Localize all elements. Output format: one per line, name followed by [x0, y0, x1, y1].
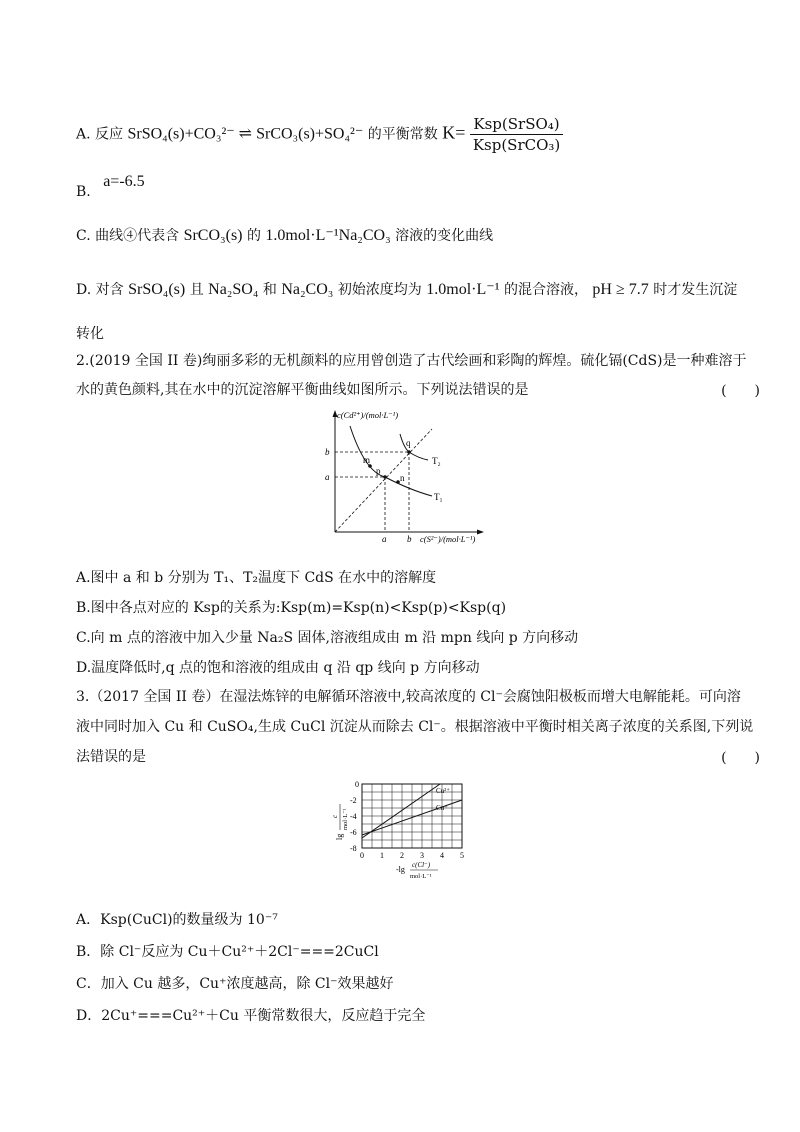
q1-option-c	[76, 226, 493, 246]
q2-option-b: B.图中各点对应的 Ksp的关系为:Ksp(m)=Ksp(n)<Ksp(p)<Ksp(q)	[76, 600, 507, 616]
option-text: 时才发生沉淀	[653, 282, 738, 298]
species: SrCO₃(s)	[183, 227, 243, 244]
y-axis-label: c(Cd²⁺)/(mol·L⁻¹)	[337, 410, 399, 420]
point-q-dot	[407, 450, 411, 454]
x-tick-1: 1	[380, 851, 384, 860]
q1-option-a	[76, 114, 563, 155]
label-point-m: m	[363, 455, 371, 465]
q3-stem-line-1: 3.（2017 全国 II 卷）在湿法炼锌的电解循环溶液中,较高浓度的 Cl⁻会腐蚀阳极板而增大电解能耗。可向溶	[76, 689, 741, 705]
k-label: K=	[442, 122, 466, 143]
option-text: 反应	[95, 126, 124, 143]
option-text: a=-6.5	[103, 173, 145, 190]
q2-option-a: A.图中 a 和 b 分别为 T₁、T₂温度下 CdS 在水中的溶解度	[76, 570, 437, 586]
species: Na₂SO₄	[208, 281, 259, 298]
y-tick-minus6: -6	[350, 828, 357, 837]
line-cuplus-label: Cu⁺	[436, 804, 448, 812]
y-tick-minus2: -2	[350, 796, 357, 805]
x-tick-3: 3	[420, 851, 424, 860]
species: Na₂CO₃	[281, 281, 334, 298]
y-tick-minus8: -8	[350, 844, 357, 853]
concentration: 1.0mol·L⁻¹Na₂CO₃	[265, 227, 391, 244]
label-point-p: p	[376, 466, 381, 476]
q2-answer-paren: ( )	[721, 383, 760, 399]
concentration: 1.0mol·L⁻¹	[426, 281, 500, 298]
option-letter: A.	[76, 126, 91, 143]
q3-stem-line-3: 法错误的是	[76, 749, 146, 765]
label-point-n: n	[400, 473, 405, 483]
option-text: 溶液的变化曲线	[395, 228, 494, 244]
x-label-top: c(Cl⁻)	[412, 861, 431, 869]
ph-condition: pH ≥ 7.7	[592, 281, 649, 298]
diagonal-dashed-line	[335, 429, 432, 532]
y-label-bottom: mol·L⁻¹	[342, 808, 349, 830]
tick-b-y: b	[325, 447, 330, 457]
x-axis-label: c(S²⁻)/(mol·L⁻¹)	[420, 534, 476, 544]
x-tick-4: 4	[440, 851, 444, 860]
q3-figure	[328, 774, 480, 884]
q3-option-a: A．Ksp(CuCl)的数量级为 10⁻⁷	[76, 912, 278, 928]
label-curve-t1: T₁	[434, 492, 443, 502]
q1-option-b	[76, 172, 145, 200]
option-text: 对含	[95, 282, 124, 298]
q1-option-d	[76, 280, 737, 300]
q2-stem-line-1: 2.(2019 全国 II 卷)绚丽多彩的无机颜料的应用曾创造了古代绘画和彩陶的辉煌。硫化镉(CdS)是一种难溶于	[76, 353, 747, 369]
option-text: 初始浓度均为	[337, 282, 422, 298]
y-label-top: c	[331, 814, 339, 818]
q3-option-c: C．加入 Cu 越多，Cu⁺浓度越高，除 Cl⁻效果越好	[76, 976, 394, 992]
reaction-equation: SrSO₄(s)+CO₃²⁻ ⇌ SrCO₃(s)+SO₄²⁻	[127, 125, 364, 143]
q3-answer-paren: ( )	[721, 750, 760, 766]
k-denominator: Ksp(SrCO₃)	[472, 136, 561, 154]
y-tick-0: 0	[355, 780, 359, 789]
point-p-dot	[383, 475, 387, 479]
x-axis-arrow	[477, 530, 484, 535]
k-fraction	[470, 114, 563, 155]
option-letter: D.	[76, 282, 92, 298]
y-axis-label	[331, 804, 349, 840]
tick-a-x: a	[382, 534, 387, 544]
y-label-prefix: lg	[335, 833, 344, 840]
x-label-prefix: -lg	[396, 865, 405, 874]
x-tick-0: 0	[360, 851, 364, 860]
option-text: 且	[189, 282, 204, 298]
q3-option-b: B．除 Cl⁻反应为 Cu＋Cu²⁺＋2Cl⁻===2CuCl	[76, 944, 379, 960]
option-letter: C.	[76, 228, 91, 244]
q2-figure	[320, 404, 500, 552]
q3-option-d: D．2Cu⁺===Cu²⁺＋Cu 平衡常数很大，反应趋于完全	[76, 1008, 426, 1024]
label-curve-t2: T₂	[432, 456, 441, 466]
option-text: 曲线④代表含	[95, 228, 180, 244]
curve-t2	[400, 434, 428, 460]
q2-option-c: C.向 m 点的溶液中加入少量 Na₂S 固体,溶液组成由 m 沿 mpn 线向 p 方向移动	[76, 630, 579, 646]
q2-option-d: D.温度降低时,q 点的饱和溶液的组成由 q 沿 qp 线向 p 方向移动	[76, 660, 480, 676]
q2-stem-line-2: 水的黄色颜料,其在水中的沉淀溶解平衡曲线如图所示。下列说法错误的是	[76, 382, 529, 398]
option-text: 的混合溶液，	[503, 282, 588, 298]
option-text: 的	[246, 228, 261, 244]
label-point-q: q	[406, 438, 411, 448]
option-letter: B.	[76, 184, 91, 200]
tick-b-x: b	[407, 534, 412, 544]
species: SrSO₄(s)	[128, 281, 186, 298]
option-text: 和	[262, 282, 277, 298]
q1-option-d-continued: 转化	[76, 326, 104, 342]
option-text: 的平衡常数	[367, 126, 438, 143]
q3-stem-line-2: 液中同时加入 Cu 和 CuSO₄,生成 CuCl 沉淀从而除去 Cl⁻。根据溶液中平衡时相关离子浓度的关系图,下列说	[76, 719, 754, 735]
k-numerator: Ksp(SrSO₄)	[470, 114, 563, 135]
x-tick-2: 2	[400, 851, 404, 860]
x-tick-5: 5	[460, 851, 464, 860]
tick-a-y: a	[325, 472, 330, 482]
x-label-bottom: mol·L⁻¹	[410, 873, 432, 880]
y-tick-minus4: -4	[350, 812, 357, 821]
line-cu2plus-label: Cu²⁺	[436, 787, 450, 795]
